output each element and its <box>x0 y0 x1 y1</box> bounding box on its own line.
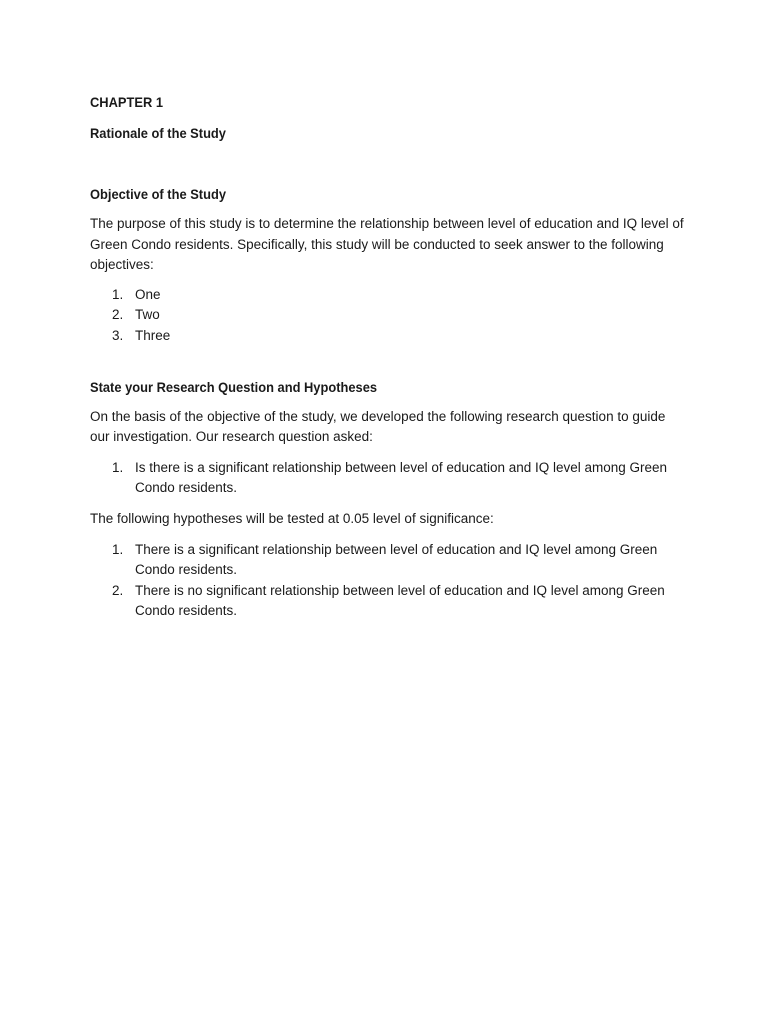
research-questions-list <box>90 458 686 499</box>
list-item <box>90 540 686 581</box>
list-item <box>90 305 686 326</box>
list-item-text: Three <box>135 327 171 343</box>
list-number: 1. <box>112 286 124 302</box>
list-number: 2. <box>112 582 124 598</box>
objective-heading: Objective of the Study <box>90 186 226 202</box>
document-page <box>90 92 686 622</box>
list-item <box>90 581 686 622</box>
list-number: 2. <box>112 307 124 323</box>
list-item <box>90 458 686 499</box>
list-number: 1. <box>112 459 124 475</box>
list-item <box>90 285 686 306</box>
list-item-text: Two <box>135 307 160 323</box>
objective-paragraph: The purpose of this study is to determine the relationship between level of education and IQ level of Green Condo residents. Specifically, this study will be conducted to seek answer to the following objectives: <box>90 216 684 273</box>
objectives-list <box>90 285 686 347</box>
list-item <box>90 326 686 347</box>
rationale-heading: Rationale of the Study <box>90 125 226 141</box>
list-item-text: There is no significant relationship between level of education and IQ level among Green Condo residents. <box>135 582 665 619</box>
list-number: 3. <box>112 327 124 343</box>
list-number: 1. <box>112 541 124 557</box>
research-heading: State your Research Question and Hypotheses <box>90 378 378 395</box>
research-paragraph: On the basis of the objective of the study, we developed the following research question to guide our investigation. Our research question asked: <box>90 408 666 445</box>
hypotheses-list <box>90 540 686 622</box>
list-item-text: There is a significant relationship between level of education and IQ level among Green Condo residents. <box>135 541 658 578</box>
hypotheses-intro: The following hypotheses will be tested at 0.05 level of significance: <box>90 510 494 526</box>
chapter-title: CHAPTER 1 <box>90 94 164 110</box>
list-item-text: One <box>135 286 161 302</box>
list-item-text: Is there is a significant relationship between level of education and IQ level among Green Condo residents. <box>135 459 668 496</box>
